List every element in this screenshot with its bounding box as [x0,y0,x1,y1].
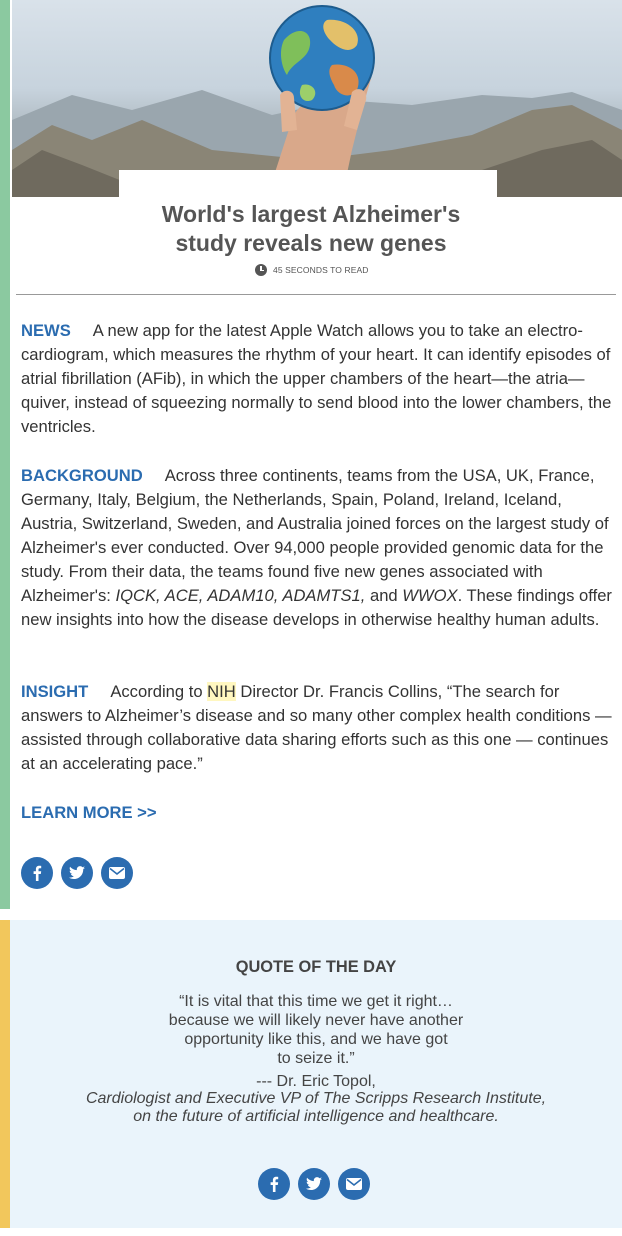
email-share-button[interactable] [101,857,133,889]
twitter-icon [69,866,85,880]
hero-image [12,0,622,197]
quote-line: “It is vital that this time we get it right… [179,993,453,1010]
title-line-2: study reveals new genes [175,230,447,256]
divider [16,294,616,295]
background-paragraph [21,464,613,632]
role-line-2: on the future of artificial intelligence and healthcare. [133,1108,499,1125]
globe-in-hand-illustration [12,0,622,197]
facebook-icon [30,865,44,881]
facebook-icon [267,1176,281,1192]
email-icon [109,867,125,879]
quote-card [0,920,622,1228]
news-text: A new app for the latest Apple Watch allows you to take an electro-cardiogram, which measures the rhythm of your heart. It can identify episodes of atrial fibrillation (AFib), in which the upper chambers of the heart—the atria—quiver, instead of squeezing normally to send blood into the lower chambers, the ventricles. [21,321,612,436]
role-line-1: Cardiologist and Executive VP of The Scripps Research Institute, [85,1090,547,1107]
insight-text-end: Director Dr. Francis Collins, “The search for answers to Alzheimer’s disease and so many other complex health conditions — assisted through collaborative data sharing efforts such as this one — continues at an accelerating pace.” [21,682,612,773]
article-share-buttons [21,857,133,889]
quote-line: to seize it.” [277,1050,355,1067]
learn-more-link[interactable]: LEARN MORE >> [21,803,157,822]
nih-highlight[interactable]: NIH [207,682,236,701]
email-share-button[interactable] [338,1168,370,1200]
insight-text: According to [110,682,208,701]
quote-line: opportunity like this, and we have got [184,1031,448,1048]
clock-icon [255,264,267,276]
title-line-1: World's largest Alzheimer's [161,201,461,227]
gene-list: IQCK, ACE, ADAM10, ADAMTS1, [115,586,366,605]
article-accent-bar [0,0,10,909]
read-time [255,262,369,278]
facebook-share-button[interactable] [258,1168,290,1200]
twitter-icon [306,1177,322,1191]
email-icon [346,1178,362,1190]
background-text-end: . These findings offer new insights into how the disease develops in otherwise healthy human adults. [21,586,612,629]
facebook-share-button[interactable] [21,857,53,889]
twitter-share-button[interactable] [298,1168,330,1200]
quote-share-buttons [258,1168,370,1200]
quote-line: because we will likely never have another [168,1012,464,1029]
background-text: Across three continents, teams from the USA, UK, France, Germany, Italy, Belgium, the Netherlands, Spain, Poland, Ireland, Iceland, Austria, Switzerland, Sweden, and Australia joined forces on the largest study of Alzheimer's ever conducted. Over 94,000 people provided genomic data for the study. From their data, the teams found five new genes associated with Alzheimer's: [21,466,609,605]
insight-paragraph [21,680,613,776]
read-time-label: 45 SECONDS TO READ [273,265,369,275]
quote-title: QUOTE OF THE DAY [235,958,397,976]
insight-heading: INSIGHT [21,682,89,701]
gene-wwox: WWOX [402,586,458,605]
twitter-share-button[interactable] [61,857,93,889]
news-heading: NEWS [21,321,71,340]
quote-author-role [0,1090,622,1126]
background-heading: BACKGROUND [21,466,143,485]
background-and: and [365,586,403,605]
quote-author: --- Dr. Eric Topol, [256,1073,376,1090]
quote-text [0,992,622,1068]
news-paragraph [21,319,613,439]
article-title [119,200,503,258]
